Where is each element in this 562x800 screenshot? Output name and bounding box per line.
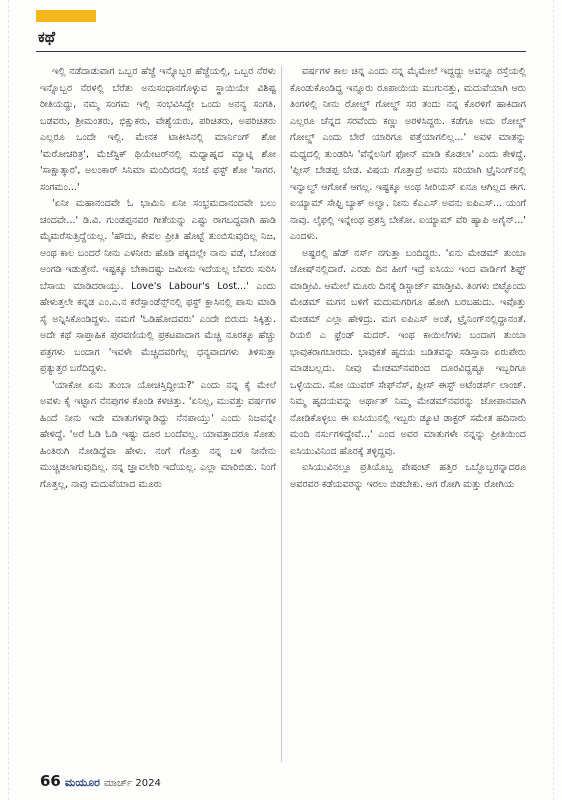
right-column: [290, 64, 526, 764]
column-divider: [281, 66, 282, 762]
paragraph: 'ಏನೀ ಮಹಾನಂದವೇ ಓ ಭಾಮಿನಿ ಏನೀ ಸಂಭ್ರಮದಾನಂದವೇ ಬಲು ಚಂದವೇ...' ಡಿ.ವಿ. ಗುಂಡಪ್ಪನವರ ಗೀತೆಯನ್ನು ಎಷ್ಟು ರಾಗಬದ್ಧವಾಗಿ ಹಾಡಿ ಮೈಮರೆಸುತ್ತಿದ್ದೆಯಲ್ಲ. 'ಹೌದು, ಕೇವಲ ಪ್ರೀತಿ ಹೊಟ್ಟೆ ತುಂಬಿಸುವುದಿಲ್ಲ ನಿಜ, ಅಂಥ ಕಾಲ ಬಂದರೆ ನೀನು ಎಳನೀರು ಹೊಡಿ ಪಕ್ಕದಲ್ಲೇ ನಾನು ವಡೆ, ಬೋಂಡ ಅಂಗಡಿ ಇಡುತ್ತೇನೆ. ಇಷ್ಟಕ್ಕೂ ಬೇಕಾದಷ್ಟು ಜಮೀನು ಇದೆಯಲ್ಲ ಬೆವರು ಸುರಿಸಿ ಬೆಸಾಯ ಮಾಡಿದರಾಯ್ತು. Love's Labour's Lost...' ಎಂದು ಹೇಳುತ್ತಲೇ ಕನ್ನಡ ಎಂ.ಎ.ನ ಕರೆಸ್ಪಾಂಡೆನ್ಸ್‌ನಲ್ಲಿ ಫಸ್ಟ್ ಕ್ಲಾಸಿನಲ್ಲಿ ಪಾಸು ಮಾಡಿ ಸೈ ಅನ್ನಿಸಿಕೊಂಡಿದ್ದಳು. ನಮಗೆ 'ಓಡಿಹೋದವರು' ಎಂದೇ ಬಿರುದು ಸಿಕ್ಕಿತ್ತು. ಅದೇ ಕಥೆ ಸಾಪ್ತಾಹಿಕ ಪುರವಣಿಯಲ್ಲಿ ಪ್ರಕಟವಾದಾಗ ಮೆಚ್ಚಿ ನೂರಕ್ಕೂ ಹೆಚ್ಚು ಪತ್ರಗಳು ಬಂದಾಗ 'ಇವಳೇ ಮೆಚ್ಚಿದವರಿಗೆಲ್ಲ ಧನ್ಯವಾದಗಳು ತಿಳಿಸುತ್ತಾ ಪ್ರತ್ಯುತ್ತರ ಬರೆದಿದ್ದಳು.: [40, 198, 276, 374]
paragraph: 'ಯಾಕೋ ಏನು ತುಂಬಾ ಯೋಚಿಸ್ತಿದ್ದೀಯ?' ಎಂದು ನನ್ನ ಕೈ ಮೇಲೆ ಅವಳು ಕೈ ಇಟ್ಟಾಗ ನೆನಪುಗಳ ಕೊಂಡಿ ಕಳಚಿತ್ತು. 'ಏನಿಲ್ಲ, ಮುವತ್ತು ವರ್ಷಗಳ ಹಿಂದೆ ನೀನು ಇದೇ ಮಾತುಗಳನ್ನಾಡಿದ್ದು ನೆನಪಾಯ್ತು' ಎಂದು ನಿಜವನ್ನೇ ಹೇಳಿದ್ದೆ. 'ಅರೆ ಓಡಿ ಓಡಿ ಇಷ್ಟು ದೂರ ಬಂದೆವಲ್ಲ. ಯಾವತ್ತಾದರೂ ಸೋತು ಹಿಂತಿರುಗಿ ನೋಡಿದ್ದೆವಾ ಹೇಳು. ನಂಗೆ ಗೊತ್ತು ನನ್ನ ಬಳಿ ನೀನೇನು ಮುಚ್ಚಿಡಲಾಗುವುದಿಲ್ಲ. ನನ್ನ ಜ್ಞಾವಲೇರಿ ಇದೆಯಲ್ಲ. ಎಲ್ಲಾ ಮಾರಿಬಿಡು. ನಿಂಗೆ ಗೊತ್ತಲ್ಲ, ನಾವು ಮದುವೆಯಾದ ಮೂರು: [40, 379, 276, 490]
left-margin-strip: [0, 0, 9, 800]
section-accent-bar: [36, 10, 96, 22]
page-footer: [40, 772, 161, 790]
paragraph: ಇಲ್ಲಿ ನಡೆದಾಡುವಾಗ ಒಬ್ಬರ ಹೆಜ್ಜೆ ಇನ್ನೊಬ್ಬರ ಹೆಜ್ಜೆಯಲ್ಲಿ, ಒಬ್ಬರ ನೆರಳು ಇನ್ನೊಬ್ಬರ ನೆರಳಲ್ಲಿ ಬೆರೆತು ಅನುಸಂಧಾನಗೊಳ್ಳುವ ಸ್ಥಾಯಿಯೇ ವಿಶಿಷ್ಟ ರೀತಿಯದ್ದು, ನಮ್ಮ ಸಂಗಮ ಇಲ್ಲಿ ಸಂಭವಿಸಿದ್ದೇ ಒಂದು ಅನನ್ಯ ಸಂಗತಿ. ಬಡವರು, ಶ್ರೀಮಂತರು, ಭಿಕ್ಷುಕರು, ವೇಶ್ಯೆಯರು, ಪರಿಚಿತರು, ಅಪರಿಚಿತರು ಎಲ್ಲರೂ ಒಂದೇ ಇಲ್ಲಿ. ಮೇನಕ ಟಾಕೀಸಿನಲ್ಲಿ ಮಾರ್ನಿಂಗ್ ಶೋ 'ಮರೋಚರಿತ್ರ', ಮೆಜೆಸ್ಟಿಕ್ ಥಿಯೇಟರ್‌ನಲ್ಲಿ ಮಧ್ಯಾಹ್ನದ ಮ್ಯಾಟ್ನಿ ಶೋ 'ಸಾಕ್ಷಾತ್ಕಾರ', ಅಲಂಕಾರ್ ಸಿನಿಮಾ ಮಂದಿರದಲ್ಲಿ ಸಂಜೆ ಫಸ್ಟ್ ಶೋ 'ಸಾಗರ. ಸಂಗಮಂ...': [40, 66, 276, 193]
paragraph: ಐಸಿಯುವಿನಲ್ಲೂ ಪ್ರತಿಯೊಬ್ಬ ಪೇಷಂಟ್ ಹತ್ತಿರ ಒಬ್ಬೊಬ್ಬರನ್ನಾದರೂ ಅವರವರ ಕಡೆಯವರನ್ನು ಇರಲು ಬಿಡಬೇಕು. ಆಗ ರೋಗಿ ಮತ್ತು ರೋಗಿಯ: [290, 462, 526, 490]
right-margin-strip: [553, 0, 562, 800]
paragraph: ಅಷ್ಟರಲ್ಲಿ ಹೆಡ್ ನರ್ಸ್ ನಗುತ್ತಾ ಬಂದಿದ್ದರು. 'ಏನು ಮೇಡಮ್ ತುಂಬಾ ಜೋಷ್‌ನಲ್ಲಿದಾರೆ. ಎರಡು ದಿನ ಹೀಗೆ ಇದ್ರೆ ಐಸಿಯು ಇಂದ ವಾರ್ಡಿಗೆ ಶಿಫ್ಟ್ ಮಾಡ್ತೀವಿ. ಆಮೇಲೆ ಮೂರು ದಿನಕ್ಕೆ ಡಿಸ್ಚಾರ್ಜ್ ಮಾಡ್ತೀವಿ. ತಿಂಗಳು ಬಿಟ್ಟೊಂದು ಮೇಡಮ್ ಮಗನ ಬಳಿಗೆ ಮದುಮಗರಿಗೂ ಹೋಗಿ ಬರಬಹುದು. ಇವೊತ್ತು ಮೇಡಮ್ ಎಲ್ಲಾ ಹೇಳಿದ್ರು. ಮಗ ಐಪಿಎಸ್ ಅಂತೆ, ಟ್ರೈನಿಂಗ್‌ನಲ್ಲಿದ್ದಾನಂತೆ. ರಿಯಲಿ ಎ ಫ್ರೆಂಡ್ ಮದರ್. ಇಂಥ ಕಾಯಿಲೆಗಳು ಬಂದಾಗ ತುಂಬಾ ಭಾವುಕರಾಗಬಾರದು. ಭಾವುಕತೆ ಹೃದಯ ಬಡಿತವನ್ನು ಸಡಿಸ್ತಾನಾ ಏರುಪೇರು ಮಾಡಬಲ್ಲದು. ನೀವು ಮೇಡಮ್‌ನವರಿಂದ ದೂರವಿದ್ದಷ್ಟೂ ಇಬ್ಬರಿಗೂ ಒಳ್ಳೆಯದು. ಸೋ ಯುವರ್ ಸೇಫ್‌ನೆಸ್, ಪ್ಲೀಸ್ ಈಸ್ಟ್ ಅಟೆಂಡರ್ಸ್ ಲಾಂಜ್. ನಿಮ್ಮ ಹೃದಯವನ್ನು ಅರ್ಥಾತ್ ನಿಮ್ಮ ಮೇಡಮ್‌ನವರನ್ನು ಜೋಪಾನವಾಗಿ ನೋಡಿಕೊಳ್ಳಲು ಈ ಐಸಿಯುನಲ್ಲಿ ಇಬ್ಬರು ಡ್ಯೂಟಿ ಡಾಕ್ಟರ್ ಸಮೇತ ಹದಿನಾರು ಮಂದಿ ನರ್ಸುಗಳಿದ್ದೇವೆ...' ಎಂದ ಅವರ ಮಾತುಗಳೇ ನನ್ನನ್ನು ಪ್ರೀತಿಯಿಂದ ಐಸಿಯುವಿನಿಂದ ಹೊರಕ್ಕೆ ತಳ್ಳಿದ್ದವು.: [290, 247, 526, 457]
page-number: 66: [40, 772, 61, 790]
header-rule: [36, 51, 526, 52]
paragraph: ವರ್ಷಗಳ ಕಾಲ ಚಿನ್ನ ಎಂದು ನನ್ನ ಮೈಮೇಲೆ ಇದ್ದದ್ದು ಅವನ್ನೂ ರಸ್ತೆಯಲ್ಲಿ ಕೊಂಡುಕೊಂಡಿದ್ದ ಇನ್ನೂರು ರೂಪಾಯಿಯ ಮುಗುನತ್ತು, ಮದುವೆಯಾಗಿ ಆರು ತಿಂಗಳಲ್ಲಿ ನೀನು ರೋಲ್ಡ್ ಗೋಲ್ಡ್ ಸರ ತಂದು ನನ್ನ ಕೊರಳಿಗೆ ಹಾಕಿದಾಗ ಎಲ್ಲರೂ ಚೆನ್ನದ ಸರವೆಂದು ಕಣ್ಣು ಅರಳಿಸಿದ್ದರು. ಕಡೆಗೂ ಅದು ರೋಲ್ಡ್ ಗೋಲ್ಡ್ ಎಂದು ಬೇರೆ ಯಾರಿಗೂ ಪತ್ತೆಯಾಗಲಿಲ್ಲ...' ಅವಳ ಮಾತನ್ನು ಮಧ್ಯದಲ್ಲಿ ತುಂಡರಿಸಿ 'ವೆನ್ನೆಲನಿಗೆ ಫೋನ್ ಮಾಡಿ ಕೊಡಲಾ' ಎಂದು ಕೇಳಿದ್ದೆ. 'ಪ್ಲೀಸ್ ಬೇಡಪ್ಪ ಬೇಡ. ವಿಷಯ ಗೊತ್ತಾದ್ರೆ ಅವನು ಸರಿಯಾಗಿ ಟ್ರೈನಿಂಗ್‌ನಲ್ಲಿ ಇನ್ವಾಲ್ವ್ ಆಗೋಕೆ ಆಗಲ್ಲ. ಇಷ್ಟಕ್ಕೂ ಅಂಥ ಸೀರಿಯಸ್ ಏನೂ ಆಗಿಲ್ಲದ ಈಗ. ಐಯ್ಯಾಮ್ ಸೇಫ್ಟಿ ಬ್ಯಾಕ್ ಅಲ್ವಾ. ನೀನು ಕೆಎಎಸ್ ಅವನು ಐಪಿಎಸ್... ಯಂಗೆ ನಾವು. ಲೈಫಲ್ಲಿ ಇನ್ನೇಂಥ ಪ್ರಶಸ್ತಿ ಬೇಕೋ. ಐಯ್ಯಾಮ್ ವೆರಿ ಹ್ಯಾಪಿ ಅಗೈನ್...' ಎಂದಳು.: [290, 66, 526, 242]
magazine-logo: ಮಯೂರ: [64, 776, 100, 789]
left-column: [40, 64, 276, 764]
section-title: ಕಥೆ: [38, 28, 56, 46]
issue-date: ಮಾರ್ಚ್ 2024: [103, 778, 161, 789]
